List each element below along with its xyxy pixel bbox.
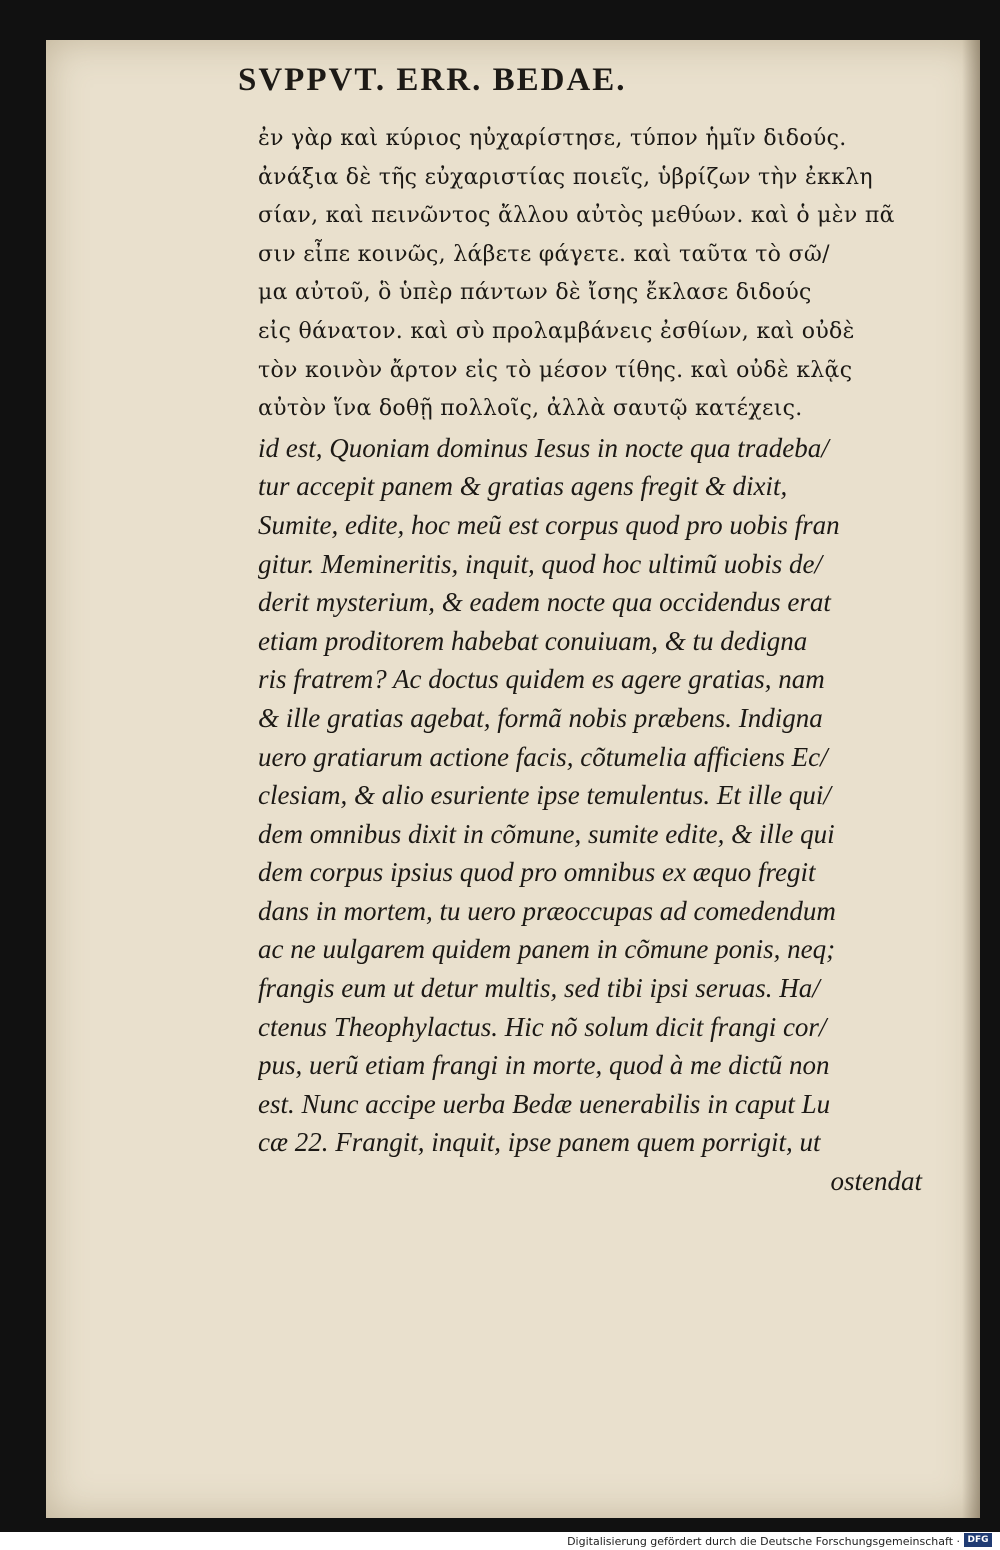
catchword: ostendat: [830, 1166, 922, 1197]
text-line: pus, uerũ etiam frangi in morte, quod à me dictũ non: [258, 1050, 830, 1081]
text-line: derit mysterium, & eadem nocte qua occidendus erat: [258, 587, 831, 618]
text-line: & ille gratias agebat, formã nobis præbens. Indigna: [258, 702, 823, 733]
text-line: dem corpus ipsius quod pro omnibus ex æquo fregit: [258, 857, 816, 888]
text-line: ris fratrem? Ac doctus quidem es agere gratias, nam: [258, 664, 825, 695]
text-line: cæ 22. Frangit, inquit, ipse panem quem porrigit, ut: [258, 1127, 821, 1158]
text-line: est. Nunc accipe uerba Bedæ uenerabilis in caput Lu: [258, 1088, 831, 1119]
text-line: clesiam, & alio esuriente ipse temulentus. Et ille qui/: [258, 780, 831, 811]
text-line: εἰς θάνατον. καὶ σὺ προλαμβάνεις ἐσθίων, καὶ οὐδὲ: [258, 318, 855, 344]
running-head: SVPPVT. ERR. BEDAE.: [238, 62, 627, 98]
text-line: Sumite, edite, hoc meũ est corpus quod pro uobis fran: [258, 509, 840, 540]
text-line: etiam proditorem habebat conuiuam, & tu dedigna: [258, 625, 808, 656]
text-line: τὸν κοινὸν ἄρτον εἰς τὸ μέσον τίθης. καὶ οὐδὲ κλᾷς: [258, 357, 853, 383]
funding-credit: Digitalisierung gefördert durch die Deutsche Forschungsgemeinschaft ·: [567, 1535, 960, 1548]
text-line: id est, Quoniam dominus Iesus in nocte qua tradeba/: [258, 432, 829, 463]
text-line: dans in mortem, tu uero præoccupas ad comedendum: [258, 895, 836, 926]
page-gutter-shadow: [962, 40, 980, 1518]
text-line: ctenus Theophylactus. Hic nõ solum dicit frangi cor/: [258, 1011, 827, 1042]
text-line: σίαν, καὶ πεινῶντος ἄλλου αὐτὸς μεθύων. καὶ ὁ μὲν πᾶ: [258, 203, 895, 229]
text-line: μα αὐτοῦ, ὃ ὑπὲρ πάντων δὲ ἴσης ἔκλασε διδούς: [258, 280, 812, 306]
text-line: frangis eum ut detur multis, sed tibi ipsi seruas. Ha/: [258, 973, 820, 1004]
text-line: gitur. Memineritis, inquit, quod hoc ultimũ uobis de/: [258, 548, 822, 579]
text-line: dem omnibus dixit in cõmune, sumite edite, & ille qui: [258, 818, 835, 849]
text-line: ἀνάξια δὲ τῆς εὐχαριστίας ποιεῖς, ὑβρίζων τὴν ἐκκλη: [258, 164, 873, 190]
dfg-logo: DFG: [964, 1533, 992, 1547]
text-line: tur accepit panem & gratias agens fregit & dixit,: [258, 471, 788, 502]
text-line: uero gratiarum actione facis, cõtumelia afficiens Ec/: [258, 741, 828, 772]
text-block: [258, 120, 938, 1201]
text-line: αὐτὸν ἵνα δοθῇ πολλοῖς, ἀλλὰ σαυτῷ κατέχεις.: [258, 396, 803, 422]
text-line: ἐν γὰρ καὶ κύριος ηὐχαρίστησε, τύπον ἡμῖν διδούς.: [258, 126, 847, 151]
text-line: ac ne uulgarem quidem panem in cõmune ponis, neq;: [258, 934, 836, 965]
text-line: σιν εἶπε κοινῶς, λάβετε φάγετε. καὶ ταῦτα τὸ σῶ/: [258, 241, 830, 267]
